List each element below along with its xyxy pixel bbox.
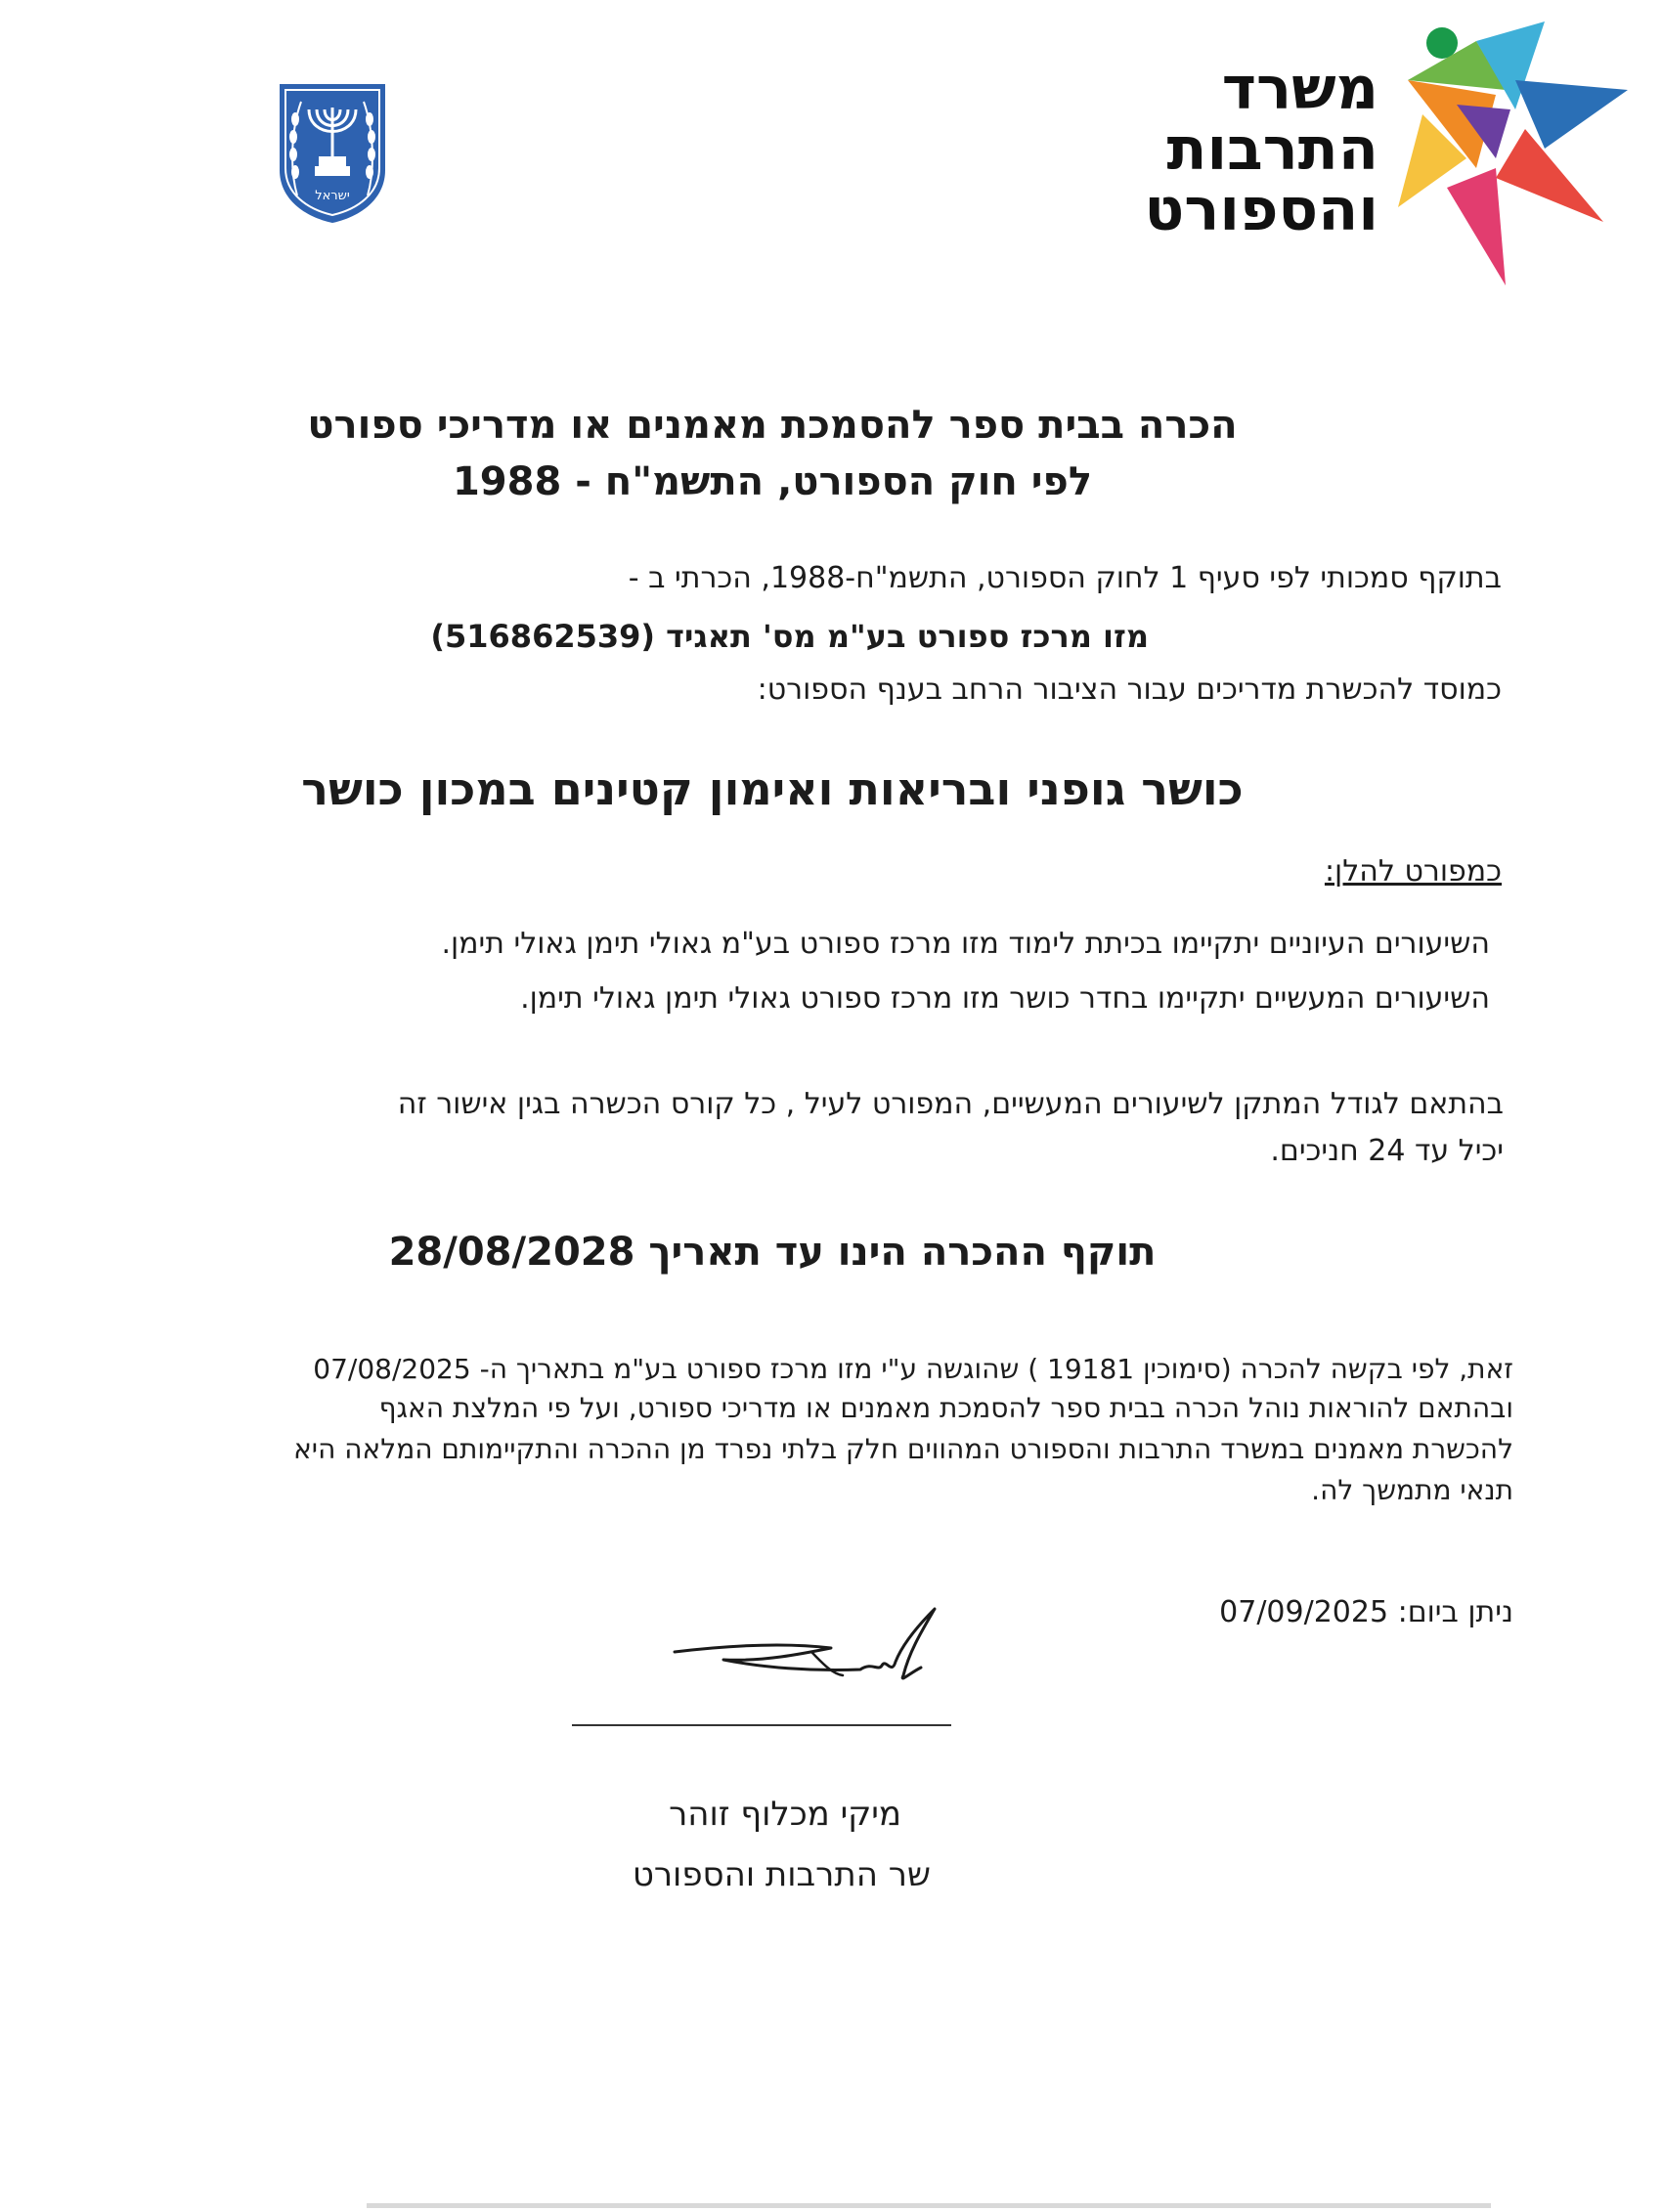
capacity-text-line-1: בהתאם לגודל המתקן לשיעורים המעשיים, המפורט לעיל , כל קורס הכשרה בגין אישור זה [397,1087,1504,1121]
ministry-name-line-3: והספורט [1144,176,1378,244]
practical-lessons-text: השיעורים המעשיים יתקיימו בחדר כושר מזו מרכז ספורט גאולי תימן גאולי תימן. [520,981,1490,1016]
institution-name: מזו מרכז ספורט בע"מ מס' תאגיד (516862539) [430,618,1149,655]
ministry-name-line-1: משרד [1221,55,1378,123]
conditions-line-4: תנאי מתמשך לה. [1311,1474,1513,1506]
state-emblem-icon [276,80,389,225]
signer-name: מיקי מכלוף זוהר [669,1795,901,1834]
conditions-line-2: ובהתאם להוראות נוהל הכרה בבית ספר להסמכת מאמנים או מדריכי ספורט, ועל פי המלצת האגף [378,1392,1513,1424]
page-bottom-edge [367,2203,1491,2208]
handwritten-signature [665,1603,948,1701]
signature-line [572,1724,951,1726]
signer-title: שר התרבות והספורט [632,1855,931,1894]
issued-date: ניתן ביום: 07/09/2025 [1219,1595,1513,1629]
ministry-logo-text [1085,55,1378,244]
ministry-star-logo-icon [1388,22,1633,285]
document-title-line-2: לפי חוק הספורט, התשמ"ח - 1988 [452,459,1093,504]
validity-date: תוקף ההכרה הינו עד תאריך 28/08/2028 [388,1230,1157,1275]
purpose-text: כמוסד להכשרת מדריכים עבור הציבור הרחב בענף הספורט: [757,672,1502,707]
document-title-line-1: הכרה בבית ספר להסמכת מאמנים או מדריכי ספורט [307,403,1238,448]
conditions-line-1: זאת, לפי בקשה להכרה (סימוכין 19181 ) שהוגשה ע"י מזו מרכז ספורט בע"מ בתאריך ה- 07/08/2025 [313,1353,1513,1385]
branch-title: כושר גופני ובריאות ואימון קטינים במכון כושר [301,762,1244,815]
capacity-text-line-2: יכיל עד 24 חניכים. [1270,1134,1504,1168]
theory-lessons-text: השיעורים העיוניים יתקיימו בכיתת לימוד מזו מרכז ספורט בע"מ גאולי תימן גאולי תימן. [441,927,1490,961]
details-label: כמפורט להלן: [1324,854,1502,889]
ministry-name-line-2: התרבות [1166,115,1378,184]
emblem-text: ישראל [315,189,350,203]
conditions-line-3: להכשרת מאמנים במשרד התרבות והספורט המהווים חלק בלתי נפרד מן ההכרה והתקיימותם המלאה היא [293,1433,1513,1465]
authority-text: בתוקף סמכותי לפי סעיף 1 לחוק הספורט, התשמ"ח-1988, הכרתי ב - [628,561,1502,595]
